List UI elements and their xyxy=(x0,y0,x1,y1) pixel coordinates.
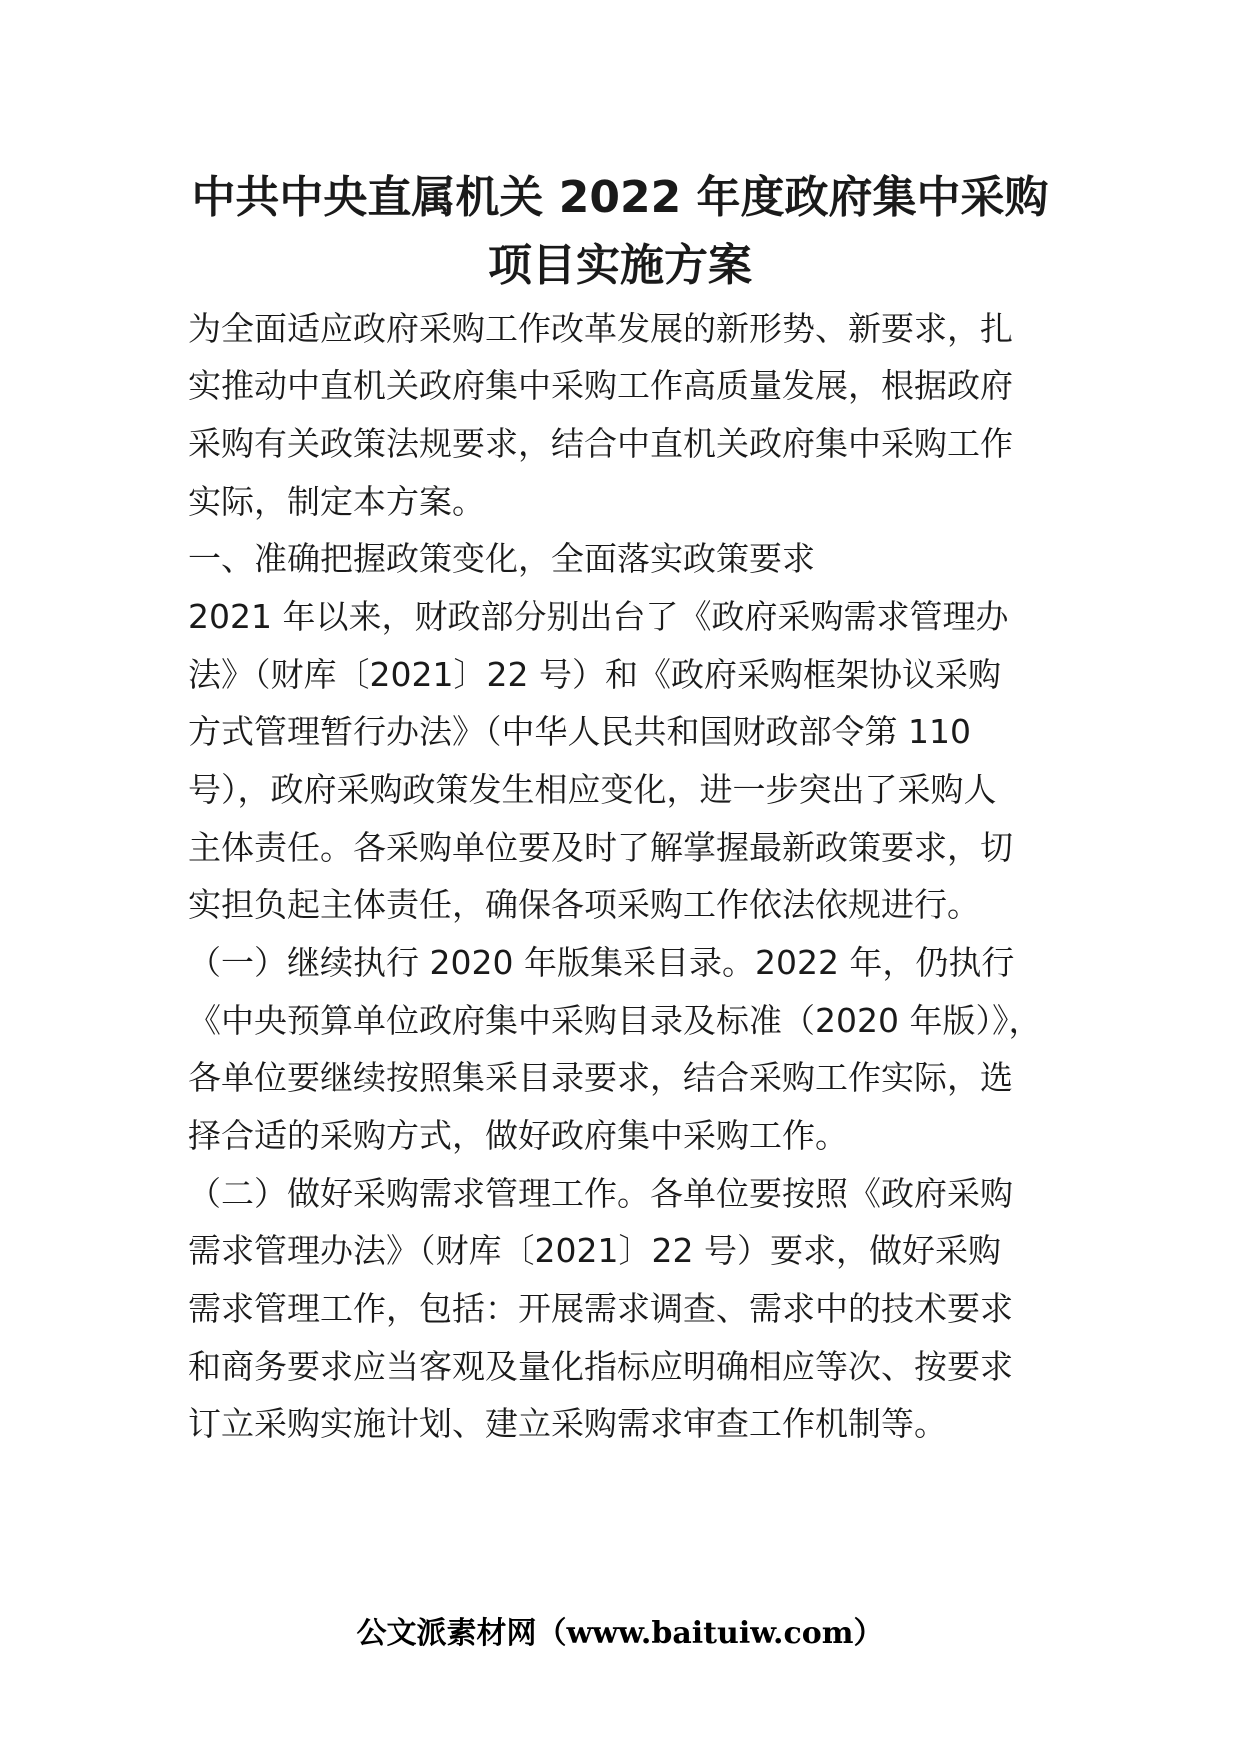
body-line: 实际，制定本方案。 xyxy=(188,482,485,521)
body-line: 采购有关政策法规要求，结合中直机关政府集中采购工作 xyxy=(188,424,1013,463)
document-title-line-2: 项目实施方案 xyxy=(488,240,752,291)
body-line: 订立采购实施计划、建立采购需求审查工作机制等。 xyxy=(188,1404,947,1443)
body-line: 为全面适应政府采购工作改革发展的新形势、新要求，扎 xyxy=(188,309,1013,348)
section-heading: 一、准确把握政策变化，全面落实政策要求 xyxy=(188,539,815,578)
body-line: 择合适的采购方式，做好政府集中采购工作。 xyxy=(188,1116,848,1155)
body-line: 法》（财库〔2021〕22 号）和《政府采购框架协议采购 xyxy=(188,655,1001,694)
document-title-line-1: 中共中央直属机关 2022 年度政府集中采购 xyxy=(191,172,1049,223)
body-line: 号），政府采购政策发生相应变化，进一步突出了采购人 xyxy=(188,770,997,809)
body-line: 2021 年以来，财政部分别出台了《政府采购需求管理办 xyxy=(188,597,1009,636)
footer-source: 公文派素材网（www.baituiw.com） xyxy=(356,1616,884,1651)
body-line: （二）做好采购需求管理工作。各单位要按照《政府采购 xyxy=(188,1174,1013,1213)
body-line: 实担负起主体责任，确保各项采购工作依法依规进行。 xyxy=(188,885,980,924)
body-line: 和商务要求应当客观及量化指标应明确相应等次、按要求 xyxy=(188,1347,1013,1386)
body-line: 实推动中直机关政府集中采购工作高质量发展，根据政府 xyxy=(188,366,1013,405)
body-line: 主体责任。各采购单位要及时了解掌握最新政策要求，切 xyxy=(188,828,1013,867)
body-line: 各单位要继续按照集采目录要求，结合采购工作实际，选 xyxy=(188,1058,1013,1097)
body-line: 需求管理工作，包括：开展需求调查、需求中的技术要求 xyxy=(188,1289,1013,1328)
body-line: 《中央预算单位政府集中采购目录及标准（2020 年版）》， xyxy=(188,1001,1042,1040)
body-line: （一）继续执行 2020 年版集采目录。2022 年，仍执行 xyxy=(188,943,1015,982)
body-line: 需求管理办法》（财库〔2021〕22 号）要求，做好采购 xyxy=(188,1231,1001,1270)
body-line: 方式管理暂行办法》（中华人民共和国财政部令第 110 xyxy=(188,712,971,751)
